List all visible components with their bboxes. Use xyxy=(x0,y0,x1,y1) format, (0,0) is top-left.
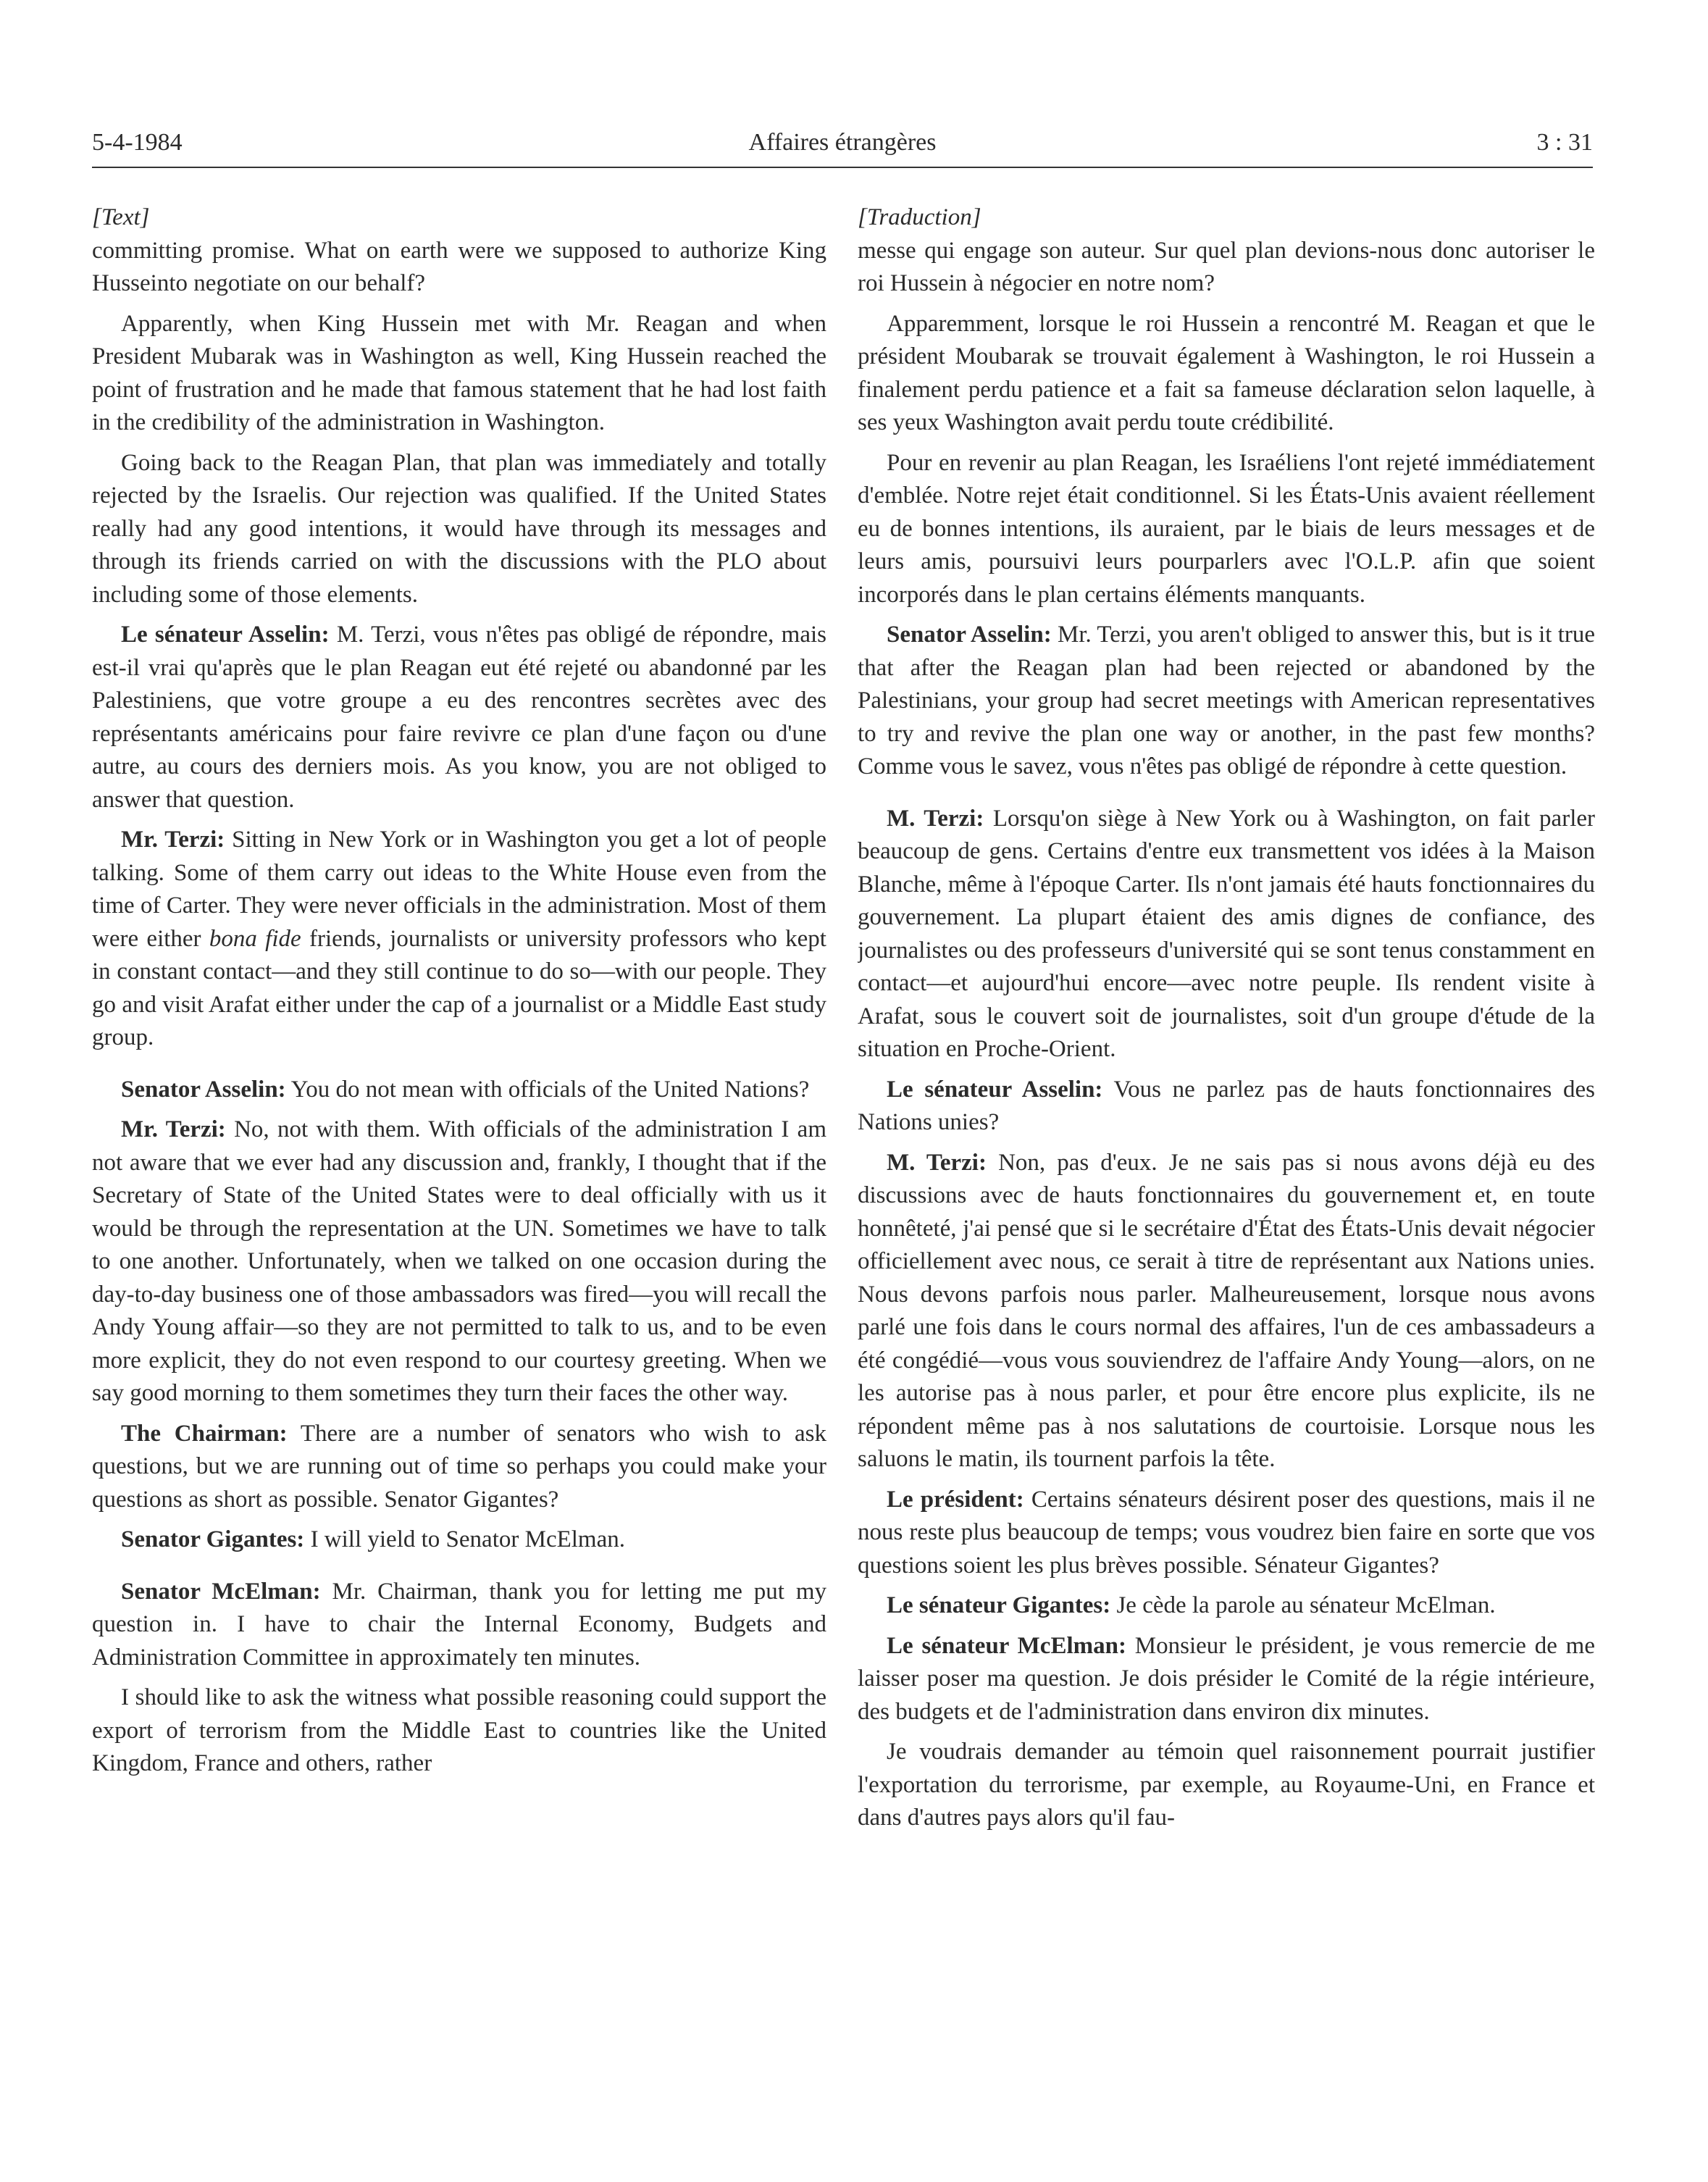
paragraph-text: No, not with them. With officials of the administration I am not aware that we ever had any discussion and, frankly, I thought that if the Secretary of State of the United States were to deal officially with us it would be through the representation at the UN. Sometimes we have to talk to one another. Unfortunately, when we talked on one occasion during the day-to-day business one of those ambassadors was fired—you will recall the Andy Young affair—so they are not permitted to talk to us, and to be even more explicit, they do not even respond to our courtesy greeting. When we say good morning to them sometimes they turn their faces the other way. xyxy=(92,1116,826,1406)
paragraph xyxy=(92,1418,826,1517)
paragraph-text: Je voudrais demander au témoin quel raisonnement pourrait justifier l'exportation du terrorisme, par exemple, au Royaume-Uni, en France et dans d'autres pays alors qu'il fau- xyxy=(858,1739,1595,1831)
paragraph xyxy=(92,1523,826,1557)
page-header xyxy=(92,123,1593,168)
paragraph-text: Mr. Terzi, you aren't obliged to answer this, but is it true that after the Reagan plan had been rejected or abandoned by the Palestinians, your group had secret meetings with American representatives to try and revive the plan one way or another, in the past few months? Comme vous le savez, vous n'êtes pas obligé de répondre à cette question. xyxy=(858,622,1595,779)
header-page-number: 3 : 31 xyxy=(1536,129,1593,156)
paragraph xyxy=(858,308,1595,440)
speaker-name: M. Terzi: xyxy=(887,1149,987,1176)
paragraph-text: committing promise. What on earth were we supposed to authorize King Husseinto negotiate on our behalf? xyxy=(92,237,826,296)
french-column xyxy=(858,201,1595,2056)
paragraph xyxy=(858,1147,1595,1476)
speaker-name: Le sénateur Asselin: xyxy=(121,622,330,648)
paragraph-text: I should like to ask the witness what possible reasoning could support the export of terrorism from the Middle East to countries like the United Kingdom, France and others, rather xyxy=(92,1684,826,1776)
paragraph-text: Certains sénateurs désirent poser des questions, mais il ne nous reste plus beaucoup de temps; vous voudrez bien faire en sorte que vos questions soient les plus brèves possible. Sénateur Gigantes? xyxy=(858,1486,1595,1579)
speaker-name: Senator Asselin: xyxy=(887,622,1052,648)
paragraph-text: Going back to the Reagan Plan, that plan was immediately and totally rejected by the Israelis. Our rejection was qualified. If the United States really had any good intentions, it would have through its messages and through its friends carried on with the discussions with the PLO about including some of those elements. xyxy=(92,449,826,608)
paragraph-text: Monsieur le président, je vous remercie de me laisser poser ma question. Je dois présider le Comité de la régie intérieure, des budgets et de l'administration dans environ dix minutes. xyxy=(858,1632,1595,1725)
paragraph xyxy=(858,803,1595,1066)
paragraph xyxy=(92,308,826,440)
paragraph xyxy=(92,1113,826,1410)
paragraph-text: I will yield to Senator McElman. xyxy=(310,1526,625,1552)
paragraph xyxy=(92,1681,826,1781)
paragraph-text: Je cède la parole au sénateur McElman. xyxy=(1116,1592,1496,1618)
paragraph xyxy=(92,1074,826,1107)
paragraph-text: Sitting in New York or in Washington you get a lot of people talking. Some of them carry out ideas to the White House even from the time of Carter. They were never officials in the administration. Most of them were either xyxy=(92,827,826,952)
speaker-name: Le président: xyxy=(887,1486,1024,1513)
paragraph-text: messe qui engage son auteur. Sur quel plan devions-nous donc autoriser le roi Hussein à négocier en notre nom? xyxy=(858,237,1595,296)
speaker-name: Le sénateur Asselin: xyxy=(887,1076,1103,1103)
italic-term: bona fide xyxy=(209,925,301,952)
paragraph-text: You do not mean with officials of the United Nations? xyxy=(290,1076,810,1103)
column-label-text: [Text] xyxy=(92,204,150,230)
speaker-name: Senator Asselin: xyxy=(121,1076,286,1103)
paragraph-text: Apparemment, lorsque le roi Hussein a rencontré M. Reagan et que le président Moubarak se trouvait également à Washington, le roi Hussein a finalement perdu patience et a fait sa fameuse déclaration selon laquelle, à ses yeux Washington avait perdu toute crédibilité. xyxy=(858,310,1595,435)
paragraph-text: Non, pas d'eux. Je ne sais pas si nous avons déjà eu des discussions avec de hauts fonctionnaires du gouvernement et, en toute honnêteté, j'ai pensé que si le secrétaire d'État des États-Unis devait négocier officiellement avec nous, ce serait à titre de représentant aux Nations unies. Nous devons parfois nous parler. Malheureusement, lorsque nous avons parlé une fois dans le cours normal des affaires, l'un de ces ambassadeurs a été congédié—vous vous souviendrez de l'affaire Andy Young—alors, on ne les autorise pas à nous parler, et pour être encore plus explicite, ils ne répondent même pas à nos salutations de courtoisie. Lorsque nous les saluons le matin, ils tournent parfois la tête. xyxy=(858,1149,1595,1472)
speaker-name: Senator McElman: xyxy=(121,1578,321,1605)
speaker-name: Mr. Terzi: xyxy=(121,827,225,853)
paragraph-text: friends, journalists or university professors who kept in constant contact—and they still continue to do so—with our people. They go and visit Arafat either under the cap of a journalist or a Middle East study group. xyxy=(92,925,826,1050)
speaker-name: M. Terzi: xyxy=(887,805,984,832)
column-label-text: [Traduction] xyxy=(858,204,981,230)
paragraph xyxy=(858,1589,1595,1623)
speaker-name: Senator Gigantes: xyxy=(121,1526,305,1552)
english-column xyxy=(92,201,826,2056)
header-title: Affaires étrangères xyxy=(748,129,937,156)
speaker-name: The Chairman: xyxy=(121,1420,288,1447)
paragraph xyxy=(858,619,1595,784)
paragraph xyxy=(92,447,826,612)
paragraph-text: Lorsqu'on siège à New York ou à Washington, on fait parler beaucoup de gens. Certains d'entre eux transmettent vos idées à la Maison Blanche, même à l'époque Carter. Ils n'ont jamais été hauts fonctionnaires du gouvernement. La plupart étaient des amis dignes de confiance, des journalistes ou des professeurs d'université qui se sont tenus constamment en contact—et aujourd'hui encore—avec notre peuple. Ils rendent visite à Arafat, sous le couvert soit de journalistes, soit d'un groupe d'étude de la situation en Proche-Orient. xyxy=(858,805,1595,1062)
paragraph xyxy=(92,1576,826,1675)
paragraph xyxy=(92,619,826,816)
speaker-name: Mr. Terzi: xyxy=(121,1116,226,1142)
paragraph xyxy=(858,235,1595,301)
paragraph xyxy=(92,824,826,1055)
paragraph-text: Vous ne parlez pas de hauts fonctionnaires des Nations unies? xyxy=(858,1076,1595,1135)
paragraph xyxy=(858,1630,1595,1729)
paragraph xyxy=(858,1736,1595,1835)
paragraph xyxy=(858,1484,1595,1583)
paragraph-text: M. Terzi, vous n'êtes pas obligé de répondre, mais est-il vrai qu'après que le plan Reagan eut été rejeté ou abandonné par les Palestiniens, que votre groupe a eu des rencontres secrètes avec des représentants américains pour faire revivre ce plan d'une façon ou d'une autre, au cours des derniers mois. As you know, you are not obliged to answer that question. xyxy=(92,622,826,813)
paragraph-text: Mr. Chairman, thank you for letting me put my question in. I have to chair the Internal Economy, Budgets and Administration Committee in approximately ten minutes. xyxy=(92,1578,826,1671)
header-date: 5-4-1984 xyxy=(92,129,183,156)
paragraph xyxy=(858,1074,1595,1140)
paragraph-text: Apparently, when King Hussein met with Mr. Reagan and when President Mubarak was in Washington as well, King Hussein reached the point of frustration and he made that famous statement that he had lost faith in the credibility of the administration in Washington. xyxy=(92,310,826,435)
speaker-name: Le sénateur McElman: xyxy=(887,1632,1126,1659)
speaker-name: Le sénateur Gigantes: xyxy=(887,1592,1111,1618)
paragraph-text: There are a number of senators who wish to ask questions, but we are running out of time so perhaps you could make your questions as short as possible. Senator Gigantes? xyxy=(92,1420,826,1513)
paragraph xyxy=(92,235,826,301)
paragraph-text: Pour en revenir au plan Reagan, les Israéliens l'ont rejeté immédiatement d'emblée. Notre rejet était conditionnel. Si les États-Unis avaient réellement eu de bonnes intentions, ils auraient, par le biais de leurs messages et de leurs amis, poursuivi leurs pourparlers avec l'O.L.P. afin que soient incorporés dans le plan certains éléments manquants. xyxy=(858,449,1595,608)
paragraph xyxy=(858,447,1595,612)
